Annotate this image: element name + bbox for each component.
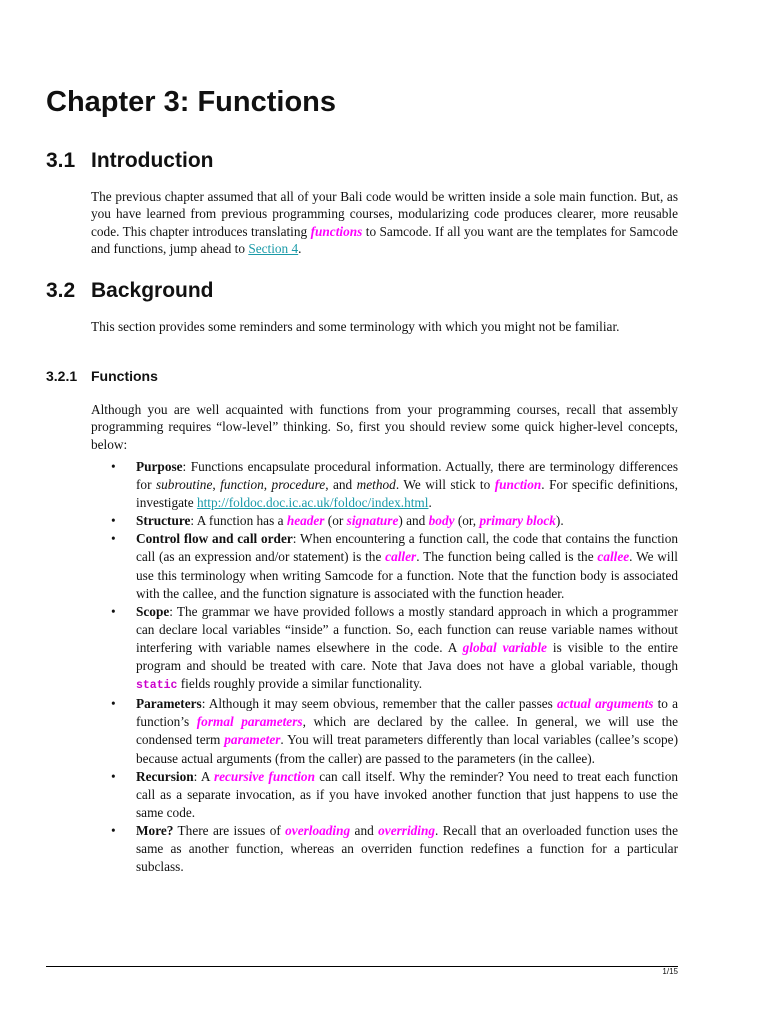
bullet-icon: • — [111, 768, 116, 784]
italic-word: subroutine — [155, 477, 213, 493]
section-heading-introduction — [46, 148, 213, 174]
text-run: (or, — [454, 513, 480, 529]
term-overloading: overloading — [285, 822, 351, 838]
text-run: . — [428, 495, 432, 511]
concept-list — [91, 458, 678, 876]
background-paragraph: This section provides some reminders and some terminology with which you might not be familiar. — [91, 319, 620, 334]
section-4-link[interactable]: Section 4 — [248, 241, 299, 257]
bullet-icon: • — [111, 696, 116, 712]
text-run: : Although it may seem obvious, remember that the caller passes — [201, 696, 557, 712]
functions-paragraph: Although you are well acquainted with functions from your programming courses, recall that assembly programming requires “low-level” thinking. So, first you should review some quick higher-level concepts, below: — [91, 402, 678, 452]
term-caller: caller — [385, 549, 417, 565]
list-item-scope — [91, 603, 678, 695]
text-run: : Functions encapsulate procedural information. Actually, there are terminology differences for — [136, 459, 678, 493]
text-run: . The function being called is the — [416, 549, 598, 565]
term-signature: signature — [346, 513, 399, 529]
term-parameter: parameter — [224, 732, 281, 748]
term-header: header — [286, 513, 325, 529]
text-run: fields roughly provide a similar functionality. — [177, 676, 423, 692]
term-primary-block: primary block — [479, 513, 556, 529]
bullet-icon: • — [111, 822, 116, 838]
text-run: and — [350, 822, 379, 838]
text-run: can call itself. Why the reminder? You need to treat each function call as a separate invocation, as if you have invoked another function that just happens to use the same code. — [136, 768, 678, 820]
text-run: to a function’s — [136, 696, 678, 730]
term-actual-arguments: actual arguments — [556, 696, 654, 712]
text-run: , — [263, 477, 272, 493]
section-number: 3.2 — [46, 279, 76, 302]
item-label: Purpose — [136, 459, 183, 474]
bullet-icon: • — [111, 513, 116, 529]
text-run: : A function has a — [190, 513, 287, 529]
item-label: Recursion — [136, 768, 194, 784]
term-function: function — [494, 477, 542, 493]
text-run: . We will use this terminology when writing Samcode for a function. Note that the function body is associated with the callee, and the function signature is associated with the function header. — [136, 549, 678, 601]
footer-divider — [46, 966, 678, 967]
chapter-title: Chapter 3: Functions — [46, 86, 337, 118]
list-item-more — [91, 822, 678, 876]
list-item-recursion — [91, 768, 678, 822]
text-run: , and — [325, 477, 357, 493]
section-title: Background — [91, 279, 214, 302]
list-item-structure — [91, 512, 678, 530]
term-formal-parameters: formal parameters — [196, 714, 303, 730]
list-item-purpose — [91, 458, 678, 512]
bullet-icon: • — [111, 531, 116, 547]
term-recursive-function: recursive function — [213, 768, 315, 784]
text-run: . You will treat parameters differently than local variables (callee’s scope) because actual arguments (from the caller) are passed to the parameters (in the callee). — [136, 732, 678, 766]
text-run: ) and — [398, 513, 429, 529]
bullet-icon: • — [111, 459, 116, 474]
item-label: Structure — [136, 513, 191, 529]
text-run: ). — [555, 513, 564, 529]
text-run: : When encountering a function call, the code that contains the function call (as an expression and/or statement) is the — [136, 531, 678, 565]
subsection-heading-functions — [46, 367, 158, 385]
text-run: The previous chapter assumed that all of your Bali code would be written inside a sole main function. But, as you have learned from previous programming courses, modularizing code produces clearer, more reusable code. This chapter introduces translating — [91, 189, 678, 239]
list-item-parameters — [91, 695, 678, 767]
page-number: 1/15 — [662, 967, 678, 976]
text-run: , which are declared by the callee. In general, we will use the condensed term — [136, 714, 678, 748]
term-functions: functions — [310, 223, 363, 239]
text-run: (or — [324, 513, 347, 529]
item-label: More? — [136, 822, 174, 838]
subsection-title: Functions — [91, 368, 158, 384]
text-run: . We will stick to — [395, 477, 495, 493]
term-global-variable: global variable — [462, 639, 547, 655]
text-run: is visible to the entire program and should be treated with care. Note that Java does not have a global variable, though — [136, 639, 679, 674]
term-callee: callee — [597, 549, 630, 565]
section-number: 3.1 — [46, 149, 76, 172]
bullet-icon: • — [111, 603, 116, 619]
text-run: . — [298, 241, 302, 257]
italic-word: function — [220, 477, 264, 493]
text-run: , — [212, 477, 221, 493]
section-heading-background — [46, 278, 214, 304]
item-label: Control flow and call order — [136, 531, 293, 547]
list-item-control-flow — [91, 530, 678, 602]
code-static: static — [136, 679, 178, 693]
text-run: to Samcode. If all you want are the templates for Samcode and functions, jump ahead to — [91, 223, 678, 257]
intro-paragraph — [91, 188, 678, 258]
text-run: : The grammar we have provided follows a mostly standard approach in which a programmer can declare local variables “inside” a function. So, each function can reuse variable names without interfering with variable names elsewhere in the code. A — [136, 603, 678, 655]
text-run: . For specific definitions, investigate — [136, 477, 679, 511]
term-body: body — [428, 513, 455, 529]
term-overriding: overriding — [378, 822, 436, 838]
italic-word: procedure — [271, 477, 326, 493]
text-run: : A — [193, 768, 214, 784]
section-title: Introduction — [91, 149, 214, 172]
foldoc-link[interactable]: http://foldoc.doc.ic.ac.uk/foldoc/index.html — [196, 495, 429, 511]
subsection-number: 3.2.1 — [46, 368, 78, 384]
italic-word: method — [356, 477, 396, 493]
item-label: Parameters — [136, 696, 202, 712]
item-label: Scope — [136, 603, 170, 619]
text-run: . Recall that an overloaded function uses the same as another function, whereas an overriden function redefines a function for a particular subclass. — [136, 822, 678, 875]
text-run: There are issues of — [173, 822, 286, 838]
